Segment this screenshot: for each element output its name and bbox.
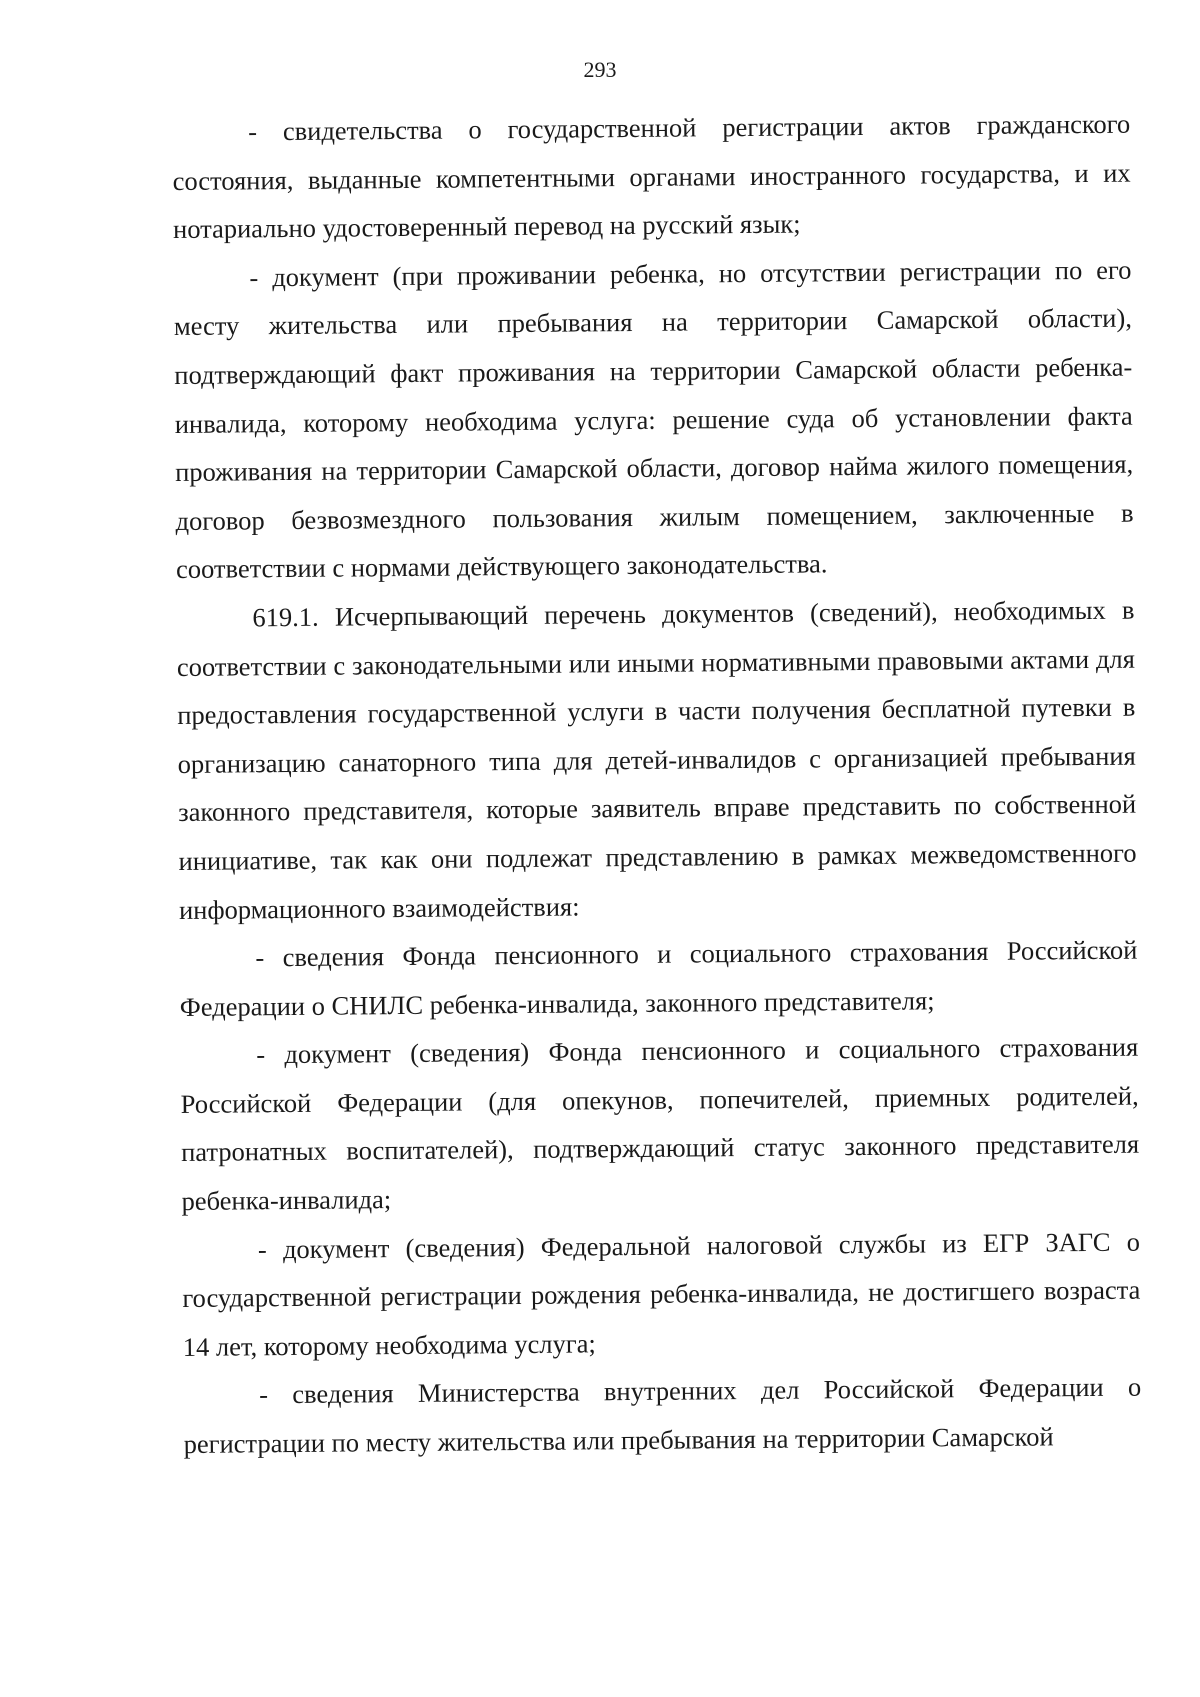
paragraph-snils-info: - сведения Фонда пенсионного и социального страхования Российской Федерации о СНИЛС ребенка-инвалида, законного представителя; bbox=[179, 934, 1138, 1022]
paragraph-mvd-registration-info: - сведения Министерства внутренних дел Российской Федерации о регистрации по месту жительства или пребывания на территории Самарской bbox=[183, 1372, 1142, 1459]
page-number: 293 bbox=[583, 57, 617, 82]
paragraph-guardian-status-document: - документ (сведения) Фонда пенсионного и социального страхования Российской Федерации (для опекунов, попечителей, приемных родителей, патронатных воспитателей), подтверждающий статус законного представителя ребенка-инвалида; bbox=[180, 1031, 1140, 1217]
paragraph-birth-registration-document: - документ (сведения) Федеральной налоговой службы из ЕГР ЗАГС о государственной регистрации рождения ребенка-инвалида, не достигшего возраста 14 лет, которому необходима услуга; bbox=[182, 1226, 1141, 1362]
document-body bbox=[172, 100, 1142, 1469]
paragraph-residence-proof-document: - документ (при проживании ребенка, но отсутствии регистрации по его месту жительства или пребывания на территории Самарской области), подтверждающий факт проживания на территории Самарской области ребенка-инвалида, которому необходима услуга: решение суда об установлении факта проживания на территории Самарской области, договор найма жилого помещения, договор безвозмездного пользования жилым помещением, заключенные в соответствии с нормами действующего законодательства. bbox=[173, 254, 1134, 585]
paragraph-civil-status-certificates: - свидетельства о государственной регистрации актов гражданского состояния, выданные компетентными органами иностранного государства, и их нотариально удостоверенный перевод на русский язык; bbox=[172, 108, 1131, 245]
paragraph-619-1-document-list: 619.1. Исчерпывающий перечень документов (сведений), необходимых в соответствии с законодательными или иными нормативными правовыми актами для предоставления государственной услуги в части получения бесплатной путевки в организацию санаторного типа для детей-инвалидов с организацией пребывания законного представителя, которые заявитель вправе представить по собственной инициативе, так как они подлежат представлению в рамках межведомственного информационного взаимодействия: bbox=[176, 594, 1137, 925]
